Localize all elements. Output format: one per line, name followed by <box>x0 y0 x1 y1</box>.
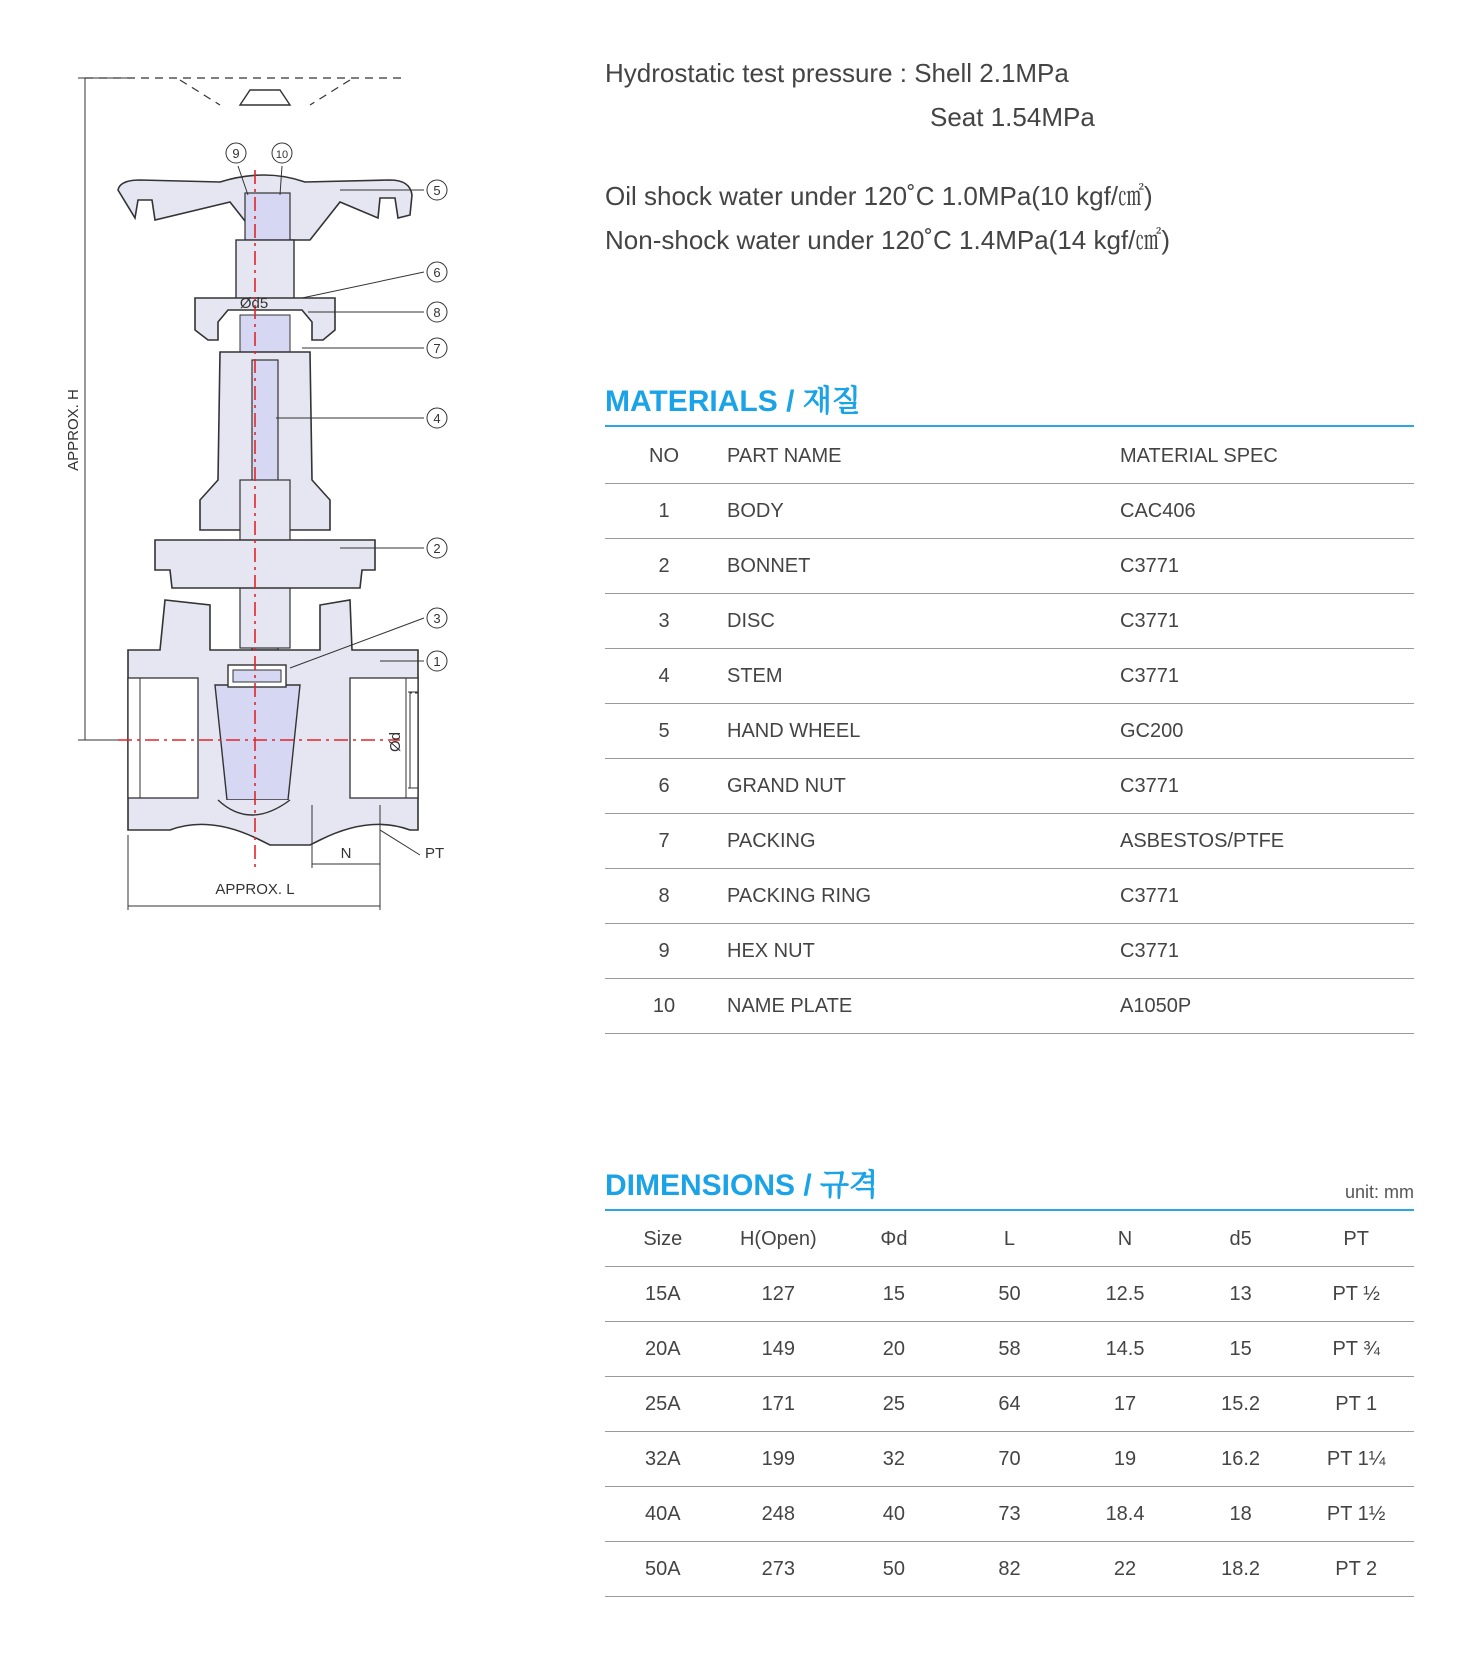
svg-text:10: 10 <box>275 149 289 161</box>
cell-part-name: HEX NUT <box>723 924 1120 979</box>
table-row <box>605 704 1414 759</box>
cell-material-spec: C3771 <box>1120 869 1414 924</box>
svg-text:3: 3 <box>433 611 441 626</box>
header-cell: N <box>1067 1212 1183 1267</box>
table-row <box>605 1322 1414 1377</box>
cell-part-name: NAME PLATE <box>723 979 1120 1034</box>
table-cell: 82 <box>952 1542 1068 1597</box>
materials-title-kr: / 재질 <box>777 385 861 418</box>
cell-part-name: BODY <box>723 484 1120 539</box>
table-cell: 58 <box>952 1322 1068 1377</box>
table-cell: 199 <box>721 1432 837 1487</box>
header-part-name: PART NAME <box>723 429 1120 484</box>
table-cell: 18.4 <box>1067 1487 1183 1542</box>
table-row <box>605 1267 1414 1322</box>
table-cell: 32 <box>836 1432 952 1487</box>
header-no: NO <box>605 429 723 484</box>
table-cell: PT 1¼ <box>1298 1432 1414 1487</box>
callout-3 <box>427 608 447 628</box>
materials-title: MATERIALS <box>605 385 778 418</box>
table-cell: 73 <box>952 1487 1068 1542</box>
table-cell: 273 <box>721 1542 837 1597</box>
cell-no: 4 <box>605 649 723 704</box>
callout-5 <box>427 180 447 200</box>
cell-no: 2 <box>605 539 723 594</box>
table-row <box>605 979 1414 1034</box>
table-cell: 16.2 <box>1183 1432 1299 1487</box>
non-shock-spec: Non-shock water under 120˚C 1.4MPa(14 kgf/㎠) <box>605 225 1171 255</box>
cell-material-spec: C3771 <box>1120 594 1414 649</box>
svg-text:7: 7 <box>433 341 441 356</box>
bonnet <box>155 540 375 588</box>
table-cell: 13 <box>1183 1267 1299 1322</box>
table-cell: 20A <box>605 1322 721 1377</box>
table-cell: 50 <box>836 1542 952 1597</box>
table-cell: 15 <box>836 1267 952 1322</box>
table-cell: 32A <box>605 1432 721 1487</box>
table-row <box>605 539 1414 594</box>
callout-7 <box>427 338 447 358</box>
table-cell: 171 <box>721 1377 837 1432</box>
dimensions-title-kr: / 규격 <box>795 1169 878 1202</box>
callout-2 <box>427 538 447 558</box>
table-cell: PT 1½ <box>1298 1487 1414 1542</box>
cell-part-name: GRAND NUT <box>723 759 1120 814</box>
cell-material-spec: A1050P <box>1120 979 1414 1034</box>
dimensions-title: DIMENSIONS <box>605 1169 796 1202</box>
hydrostatic-shell-spec: Hydrostatic test pressure : Shell 2.1MPa <box>605 58 1069 88</box>
table-row <box>605 1487 1414 1542</box>
header-cell: Size <box>605 1212 721 1267</box>
table-cell: 18.2 <box>1183 1542 1299 1597</box>
callout-8 <box>427 302 447 322</box>
cell-part-name: STEM <box>723 649 1120 704</box>
approx-h-label: APPROX. H <box>65 389 82 471</box>
cell-no: 10 <box>605 979 723 1034</box>
table-cell: 20 <box>836 1322 952 1377</box>
materials-rule <box>605 425 1414 427</box>
svg-text:5: 5 <box>433 183 441 198</box>
cell-no: 9 <box>605 924 723 979</box>
oil-shock-spec: Oil shock water under 120˚C 1.0MPa(10 kgf/㎠) <box>605 181 1153 211</box>
table-cell: 127 <box>721 1267 837 1322</box>
cell-part-name: PACKING <box>723 814 1120 869</box>
table-row <box>605 594 1414 649</box>
pt-label: PT <box>425 845 445 862</box>
table-row <box>605 759 1414 814</box>
table-row <box>605 1542 1414 1597</box>
cell-material-spec: CAC406 <box>1120 484 1414 539</box>
table-row <box>605 869 1414 924</box>
table-header-row <box>605 1212 1414 1267</box>
svg-text:9: 9 <box>232 146 240 161</box>
phi-d-label: Ød <box>387 731 404 753</box>
table-cell: 40A <box>605 1487 721 1542</box>
dimensions-table <box>605 1212 1414 1597</box>
cell-part-name: HAND WHEEL <box>723 704 1120 759</box>
svg-text:2: 2 <box>433 541 441 556</box>
svg-text:8: 8 <box>433 305 441 320</box>
cell-part-name: BONNET <box>723 539 1120 594</box>
header-cell: Φd <box>836 1212 952 1267</box>
table-cell: 50 <box>952 1267 1068 1322</box>
table-cell: 14.5 <box>1067 1322 1183 1377</box>
table-cell: 12.5 <box>1067 1267 1183 1322</box>
table-cell: 22 <box>1067 1542 1183 1597</box>
cell-no: 3 <box>605 594 723 649</box>
svg-text:4: 4 <box>433 411 441 426</box>
header-cell: L <box>952 1212 1068 1267</box>
cell-no: 8 <box>605 869 723 924</box>
table-cell: 40 <box>836 1487 952 1542</box>
header-cell: PT <box>1298 1212 1414 1267</box>
n-label: N <box>340 845 352 862</box>
table-cell: 25 <box>836 1377 952 1432</box>
svg-text:1: 1 <box>433 654 441 669</box>
cell-no: 5 <box>605 704 723 759</box>
cell-no: 7 <box>605 814 723 869</box>
cell-part-name: DISC <box>723 594 1120 649</box>
table-cell: 19 <box>1067 1432 1183 1487</box>
table-row <box>605 1432 1414 1487</box>
table-cell: 25A <box>605 1377 721 1432</box>
table-cell: 15A <box>605 1267 721 1322</box>
table-cell: 64 <box>952 1377 1068 1432</box>
cell-material-spec: GC200 <box>1120 704 1414 759</box>
table-row <box>605 1377 1414 1432</box>
gate-valve-drawing <box>40 60 520 980</box>
cell-part-name: PACKING RING <box>723 869 1120 924</box>
cell-material-spec: C3771 <box>1120 759 1414 814</box>
dimensions-rule <box>605 1209 1414 1211</box>
table-cell: PT ¾ <box>1298 1322 1414 1377</box>
table-cell: 149 <box>721 1322 837 1377</box>
header-cell: H(Open) <box>721 1212 837 1267</box>
table-cell: 18 <box>1183 1487 1299 1542</box>
table-row <box>605 484 1414 539</box>
table-cell: 15.2 <box>1183 1377 1299 1432</box>
cell-material-spec: ASBESTOS/PTFE <box>1120 814 1414 869</box>
header-material-spec: MATERIAL SPEC <box>1120 429 1414 484</box>
disc <box>215 685 300 800</box>
table-cell: PT ½ <box>1298 1267 1414 1322</box>
cell-material-spec: C3771 <box>1120 649 1414 704</box>
cell-material-spec: C3771 <box>1120 924 1414 979</box>
cell-material-spec: C3771 <box>1120 539 1414 594</box>
cell-no: 6 <box>605 759 723 814</box>
approx-l-label: APPROX. L <box>215 881 295 898</box>
callout-9 <box>226 143 246 163</box>
dimensions-heading <box>605 1160 878 1204</box>
table-cell: 15 <box>1183 1322 1299 1377</box>
callout-1 <box>427 651 447 671</box>
table-header-row <box>605 429 1414 484</box>
table-cell: PT 1 <box>1298 1377 1414 1432</box>
hydrostatic-seat-spec: Seat 1.54MPa <box>930 102 1095 132</box>
unit-label: unit: mm <box>1344 1182 1414 1202</box>
cell-no: 1 <box>605 484 723 539</box>
callout-10 <box>272 143 292 163</box>
materials-heading <box>605 376 861 420</box>
svg-text:6: 6 <box>433 265 441 280</box>
header-cell: d5 <box>1183 1212 1299 1267</box>
table-row <box>605 649 1414 704</box>
table-row <box>605 814 1414 869</box>
table-cell: 17 <box>1067 1377 1183 1432</box>
table-cell: 70 <box>952 1432 1068 1487</box>
table-row <box>605 924 1414 979</box>
phi-d5-label: Ød5 <box>239 295 269 312</box>
callout-4 <box>427 408 447 428</box>
table-cell: 50A <box>605 1542 721 1597</box>
callout-6 <box>427 262 447 282</box>
table-cell: PT 2 <box>1298 1542 1414 1597</box>
materials-table <box>605 429 1414 1034</box>
table-cell: 248 <box>721 1487 837 1542</box>
